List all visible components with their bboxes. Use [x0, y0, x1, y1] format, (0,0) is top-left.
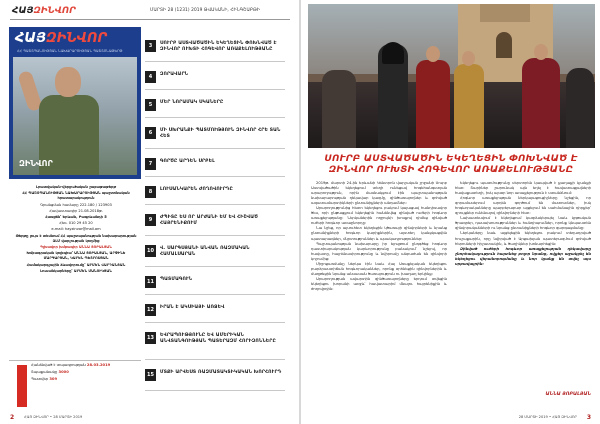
brand-logo — [12, 6, 76, 16]
toc-page-number: 4 — [145, 71, 156, 83]
red-badge — [17, 365, 27, 407]
toc-page-number: 3 — [145, 40, 156, 52]
masthead-line: e-mail: hayzinvor@mail.am — [51, 227, 101, 232]
toc-title: ՄԻ ՍԽՐԱՆՔԻ ՊԱՏՄՈՒԹՅՈՒՆ ԶԻՆՎՈՐ ՀՐԵ ՏԱՆ ՀԵՏ — [160, 128, 281, 140]
table-of-contents — [145, 40, 285, 412]
toc-item[interactable] — [145, 99, 285, 118]
cover-logo — [15, 31, 107, 46]
toc-title: ԺՊԻՏԸ ԵՍ ՈՐ ԱՐԺԱՆԻ ԵՄ ԵՎ ՀԻՇՎԱԾ ՀԱՅՐԵՆԻՔՈՒՄ — [160, 215, 258, 227]
article-paragraph: Միջոցառմանը ներկա էին նաև Հայ Առաքելական եկեղեցու բարձրաստիճան հոգևորականներ, որոնք օրհնեցին զինվորներին և մաղթեցին նրանց անսասան ծառայություն ու խաղաղ երկինք։ — [311, 261, 447, 276]
toc-title: Վ. ՍԱՐԳՍՅԱՆԻ ԱՆՎԱՆ ՌԱԶՄԱԿԱՆ ՀԱՄԱԼՍԱՐԱՆ — [160, 246, 250, 258]
masthead-line: Գլխավոր խմբագիր ԱՆՆԱ ՅՈԲԱԼՅԱՆ — [40, 245, 112, 250]
masthead-line: ՀՀ ՊԱՇՏՊԱՆՈՒԹՅԱՆ ՆԱԽԱՐԱՐՈՒԹՅԱՆ պաշտոնական հրատարակություն — [22, 191, 130, 201]
footer-text-right: 28 ՄԱՐՏԻ 2019 • ՀԱՅ ԶԻՆՎՈՐ — [518, 415, 577, 419]
masthead-line: Լրատվական-վերլուծական շաբաթաթերթ — [35, 185, 117, 189]
right-page — [301, 0, 600, 424]
toc-item[interactable] — [145, 71, 285, 90]
masthead-imprint — [15, 185, 137, 275]
photo-church-dome — [480, 4, 530, 22]
masthead-line: Հավաստագիր 21.08.2018թ. — [49, 208, 103, 213]
toc-title: ԳՈՐԾԸ ԱՐԴԵՆ ՍՐԲԵԼ — [160, 159, 215, 164]
article-paragraph: Արարողությունից հետո եկեղեցու բակում կայացավ հանդիսավոր ծես, որի ընթացքում եկեղեցին հանձնվեց զինված ուժերի հոգևոր առաքելությանը։ Ներկաներին ողջույնի խոսքով դիմեց զինված ուժերի հոգևոր առաջնորդը։ — [311, 206, 447, 226]
page-number-left: 2 — [10, 414, 15, 421]
article-paragraph: Եկեղեցու պատմությունը սերտորեն կապված է քաղաքի կյանքի հետ։ Տարիներ շարունակ այն եղել է հավատացյալների հավաքատեղի, իսկ այսօր նոր առաքելություն է ստանձնում։ — [455, 181, 591, 196]
toc-title: ԶՈՐԱՎԱՐՆ — [160, 72, 189, 77]
toc-title: ՊԱՏՄԱԳՈՒՆ — [160, 277, 193, 282]
toc-page-number: 13 — [145, 332, 156, 344]
toc-page-number: 5 — [145, 99, 156, 111]
article-column-2 — [455, 181, 591, 399]
print-info-label: Տպաքանակը — [31, 370, 59, 374]
masthead-line: Խմբագրական կոլեգիա՝ ԱՆՆԱ ՅՈԲԱԼՅԱՆ, ԱՐՓԻՆԵ ՄԱՐԳԱՐՅԱՆ, ԿԱՐԵՆ ՊԵՏՐՈՍՅԱՆ — [26, 251, 126, 261]
print-info-value: 28.03.2019 — [86, 363, 111, 367]
article-paragraph: Զինված ուժերի հոգևոր առաքելության ղեկավարը շնորհակալություն հայտնեց բոլոր նրանց, ովքեր աջակցել են եկեղեցու վերանորոգմանը և նոր կյանք են տվել այս սրբավայրին։ — [455, 246, 591, 266]
article-byline: ԱՆՆԱ ՅՈԲԱԼՅԱՆ — [545, 392, 591, 397]
print-info-row — [9, 368, 141, 375]
cover-title: ԶԻՆՎՈՐ — [19, 159, 53, 168]
photo-figure-right — [566, 68, 594, 148]
masthead-sidebar — [9, 27, 141, 410]
print-info-label: Հանձնված է տպագրության — [31, 363, 87, 367]
cover-thumbnail — [9, 27, 141, 179]
toc-item[interactable] — [145, 127, 285, 149]
article-paragraph: Արարողության ավարտին զինծառայողները երդում տվեցին եկեղեցու խորանի առջև՝ հավատարիմ մնալու հայրենիքին և ժողովրդին։ — [311, 276, 447, 291]
toc-page-number: 11 — [145, 276, 156, 288]
article-paragraph: Պաշտպանության նախարարը իր ելույթում ընդգծեց հոգևոր դաստիարակության կարևորությունը բանակում՝ նշելով, որ հավատը, հայրենասիրությունը և նվիրումը անբաժան են զինվորի կոչումից։ — [311, 241, 447, 261]
photo-clergy-red — [416, 60, 450, 148]
masthead-line: Թերթը լույս է տեսնում ՀՀ պաշտպանության նախարարության ԶԼՄ վարչության կողմից — [15, 233, 137, 243]
footer-text-left: ՀԱՅ ԶԻՆՎՈՐ • 28 ՄԱՐՏԻ 2019 — [24, 415, 83, 419]
church-ceremony-photo — [308, 4, 595, 148]
photo-church-window — [496, 32, 512, 58]
toc-title: ՄԵՐ ՆՈՐԱՄԱԿ ՍԿԱՆԵՐԸ — [160, 100, 224, 105]
photo-figure-left — [322, 70, 356, 148]
toc-page-number: 10 — [145, 245, 156, 257]
article-column-1 — [311, 181, 447, 399]
article-paragraph: 2019թ. մարտի 24-ին Երևանի Կենտրոն վարչական շրջանի Սուրբ Աստվածածին եկեղեցում տեղի ունեցավ հոգեհանգստյան արարողություն, որին մասնակցում էին պաշտպանության նախարարության ղեկավար կազմը, զինծառայողներ և զոհված ազատամարտիկների ընտանիքների անդամներ։ — [311, 181, 447, 206]
cover-soldier-photo — [13, 57, 137, 175]
toc-item[interactable] — [145, 369, 285, 391]
print-info-rows — [9, 361, 141, 382]
toc-item[interactable] — [145, 304, 285, 323]
brand-accent: ԶԻՆՎՈՐ — [33, 6, 76, 16]
soldier-head — [55, 67, 81, 97]
masthead-line: Համակարգչային ձևավորումը՝ ԱՐՄԵՆ ՎԱՐԴԱՆՅԱՆ — [26, 262, 126, 267]
print-info-label: Պատվեր — [31, 377, 50, 381]
masthead-line: Հասցեն՝ Երևան, Բագրևանդի 5 — [45, 215, 107, 220]
masthead-line: Գրանցման համարը 222.180 / 123903 — [40, 202, 112, 207]
toc-item[interactable] — [145, 158, 285, 177]
toc-item[interactable] — [145, 245, 285, 267]
toc-item[interactable] — [145, 276, 285, 295]
toc-item[interactable] — [145, 332, 285, 360]
masthead-line: Լուսանկարները՝ ԱՐՄԵՆ ՄԱՆՈՒԿՅԱՆ — [40, 268, 112, 273]
print-info — [9, 360, 141, 410]
page-number-right: 3 — [586, 414, 591, 421]
photo-clergy-red-2 — [522, 58, 560, 148]
toc-page-number: 8 — [145, 186, 156, 198]
brand-prefix: ՀԱՅ — [12, 6, 34, 16]
article-paragraph: Հոգևոր առաքելության ներկայացուցիչները նշեցին, որ զորամասերում արդեն գործում են մատուռներ, իսկ հոգևորականները պարբերաբար այցելում են սահմանային դիրքեր՝ զրույցներ ունենալով զինվորների հետ։ — [455, 196, 591, 216]
article-paragraph: Ներկաները նաև այցելեցին եկեղեցու բակում տեղադրված հուշաքարին, որը նվիրված է Արցախյան պատերազմում զոհված հերոսների հիշատակին, և ծաղիկներ խոնարհեցին։ — [455, 231, 591, 246]
header-divider — [10, 19, 290, 20]
print-info-value: 309 — [49, 377, 58, 381]
cover-logo-prefix: ՀԱՅ — [15, 31, 47, 46]
photo-clergy-gold — [454, 64, 484, 148]
toc-item[interactable] — [145, 214, 285, 236]
left-footer — [10, 414, 290, 422]
toc-title: ՍՈՒՐԲ ԱՍՏՎԱԾԱԾԻՆ ԵԿԵՂԵՑԻՆ ՓՈԽՆՎԱԾ Է ԶԻՆՎՈՐ ՈՒԽՏԻ ՀՈԳԵՎՈՐ ԱՌԱՔԵԼՈՒԹՅԱՆԸ — [160, 41, 277, 53]
print-info-value: 3000 — [58, 370, 69, 374]
article-paragraph: Նա նշեց, որ այսուհետ եկեղեցին կծառայի զինվորների և նրանց ընտանիքների հոգևոր կարիքներին, այստեղ կանցկացվեն պատարագներ, մկրտություններ և պսակադրություններ։ — [311, 226, 447, 241]
cover-subtitle: ՀՀ ՊԱՇՏՊԱՆՈՒԹՅԱՆ ՆԱԽԱՐԱՐՈՒԹՅԱՆ ՊԱՇՏՈՆԱԹԵՐԹ — [17, 49, 123, 53]
toc-title: ՄՏՔԻ ԱՐՎԵՍՏ ՌԱԶՄԱՏԱԿՏԻԿԱԿԱՆ ԽՈՐՀՈՒՐԴ — [160, 370, 282, 375]
article-body — [311, 181, 591, 399]
photo-priest — [378, 44, 408, 148]
masthead-line: Հեռ. 010 29 45 20 — [59, 221, 93, 226]
print-info-row — [9, 375, 141, 382]
toc-title: ԵՎՐԱՊՈՒԹՅՈՒՆԸ ԵՎ ԱՄԵՐԻԿԱՆ ԱՆՎՏԱՆԳՈՒԹՅԱՆ ՊԱՏԵՐԱԶՄ ՀՈՐԻԶՈՆՆԵՐԸ — [160, 333, 276, 345]
toc-page-number: 7 — [145, 158, 156, 170]
toc-page-number: 15 — [145, 369, 156, 381]
article-paragraph: Նախատեսվում է եկեղեցում կազմակերպել նաև կրթական ծրագրեր, դասախոսություններ և հանդիպումներ, որոնք կնպաստեն զինվորականների ու նրանց ընտանիքների հոգևոր զարգացմանը։ — [455, 216, 591, 231]
toc-title: ԼՈՒՍԱՆԿԱՐԵՆ ԺՈՂՈՎՈՒՐԴԸ — [160, 187, 233, 192]
toc-title: ԻՐԱՆ Է ԱԿՍԻԱՅԻ ԱՌՋԵՎ — [160, 305, 225, 310]
print-info-row — [9, 361, 141, 368]
left-page — [0, 0, 299, 424]
right-footer — [311, 414, 591, 422]
toc-item[interactable] — [145, 186, 285, 205]
article-headline: ՍՈՒՐԲ ԱՍՏՎԱԾԱԾԻՆ ԵԿԵՂԵՑԻՆ ՓՈԽՆՎԱԾ Է ԶԻՆՎՈՐ ՈՒԽՏԻ ՀՈԳԵՎՈՐ ԱՌԱՔԵԼՈՒԹՅԱՆԸ — [324, 153, 578, 175]
toc-page-number: 12 — [145, 304, 156, 316]
toc-item[interactable] — [145, 40, 285, 62]
toc-page-number: 6 — [145, 127, 156, 139]
cover-logo-accent: ԶԻՆՎՈՐ — [46, 31, 108, 46]
issue-date-header: ՄԱՐՏԻ 28 (1231) 2019 ԹՎԱԿԱՆԻ, ՀԻՆԳՇԱԲԹԻ — [150, 8, 260, 13]
toc-page-number: 9 — [145, 214, 156, 226]
